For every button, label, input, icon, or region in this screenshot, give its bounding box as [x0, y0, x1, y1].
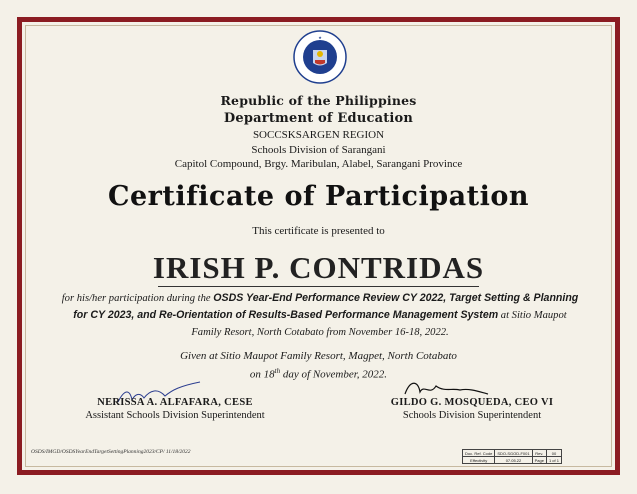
- given-date-prefix: on 18: [249, 368, 275, 381]
- signatory-right-title: Schools Division Superintendent: [402, 410, 542, 421]
- document-control-table: [462, 449, 562, 464]
- header-department: Department of Education: [223, 111, 414, 126]
- header-region: SOCCSKSARGEN REGION: [252, 129, 385, 141]
- signatory-right: [357, 397, 587, 421]
- certificate-body: [60, 290, 580, 341]
- recipient-name: IRISH P. CONTRIDAS: [152, 250, 485, 285]
- footer-code: OSDS/IMGD/OSDSYearEndTargetSettingPlanning2023/CP/ 11/18/2022: [31, 449, 191, 455]
- signatory-left: [60, 397, 290, 421]
- rev-label: Rev.: [532, 450, 546, 457]
- page-value: 1 of 1: [546, 457, 561, 464]
- svg-text:★: ★: [318, 35, 322, 40]
- deped-seal-icon: [293, 30, 347, 84]
- given-at: Given at Sitio Maupot Family Resort, Magpet, North Cotabato: [180, 350, 457, 362]
- signatory-left-title: Assistant Schools Division Superintendent: [85, 410, 265, 421]
- page-label: Page: [532, 457, 546, 464]
- event-name: OSDS Year-End Performance Review CY 2022, Target Setting & Planning for CY 2023, and Re-Orientation of Results-Based Performance Management System: [73, 292, 579, 321]
- header-address: Capitol Compound, Brgy. Maribulan, Alabel, Sarangani Province: [174, 158, 463, 170]
- effectivity-label: Effectivity: [463, 457, 495, 464]
- header-division: Schools Division of Sarangani: [251, 144, 386, 156]
- given-date-ordinal: th: [274, 367, 281, 375]
- doc-ref-value: SDO-SGOD-F001: [495, 450, 532, 457]
- doc-ref-label: Doc. Ref. Code: [463, 450, 495, 457]
- given-date-suffix: day of November, 2022.: [280, 368, 388, 381]
- signatory-left-name: NERISSA A. ALFAFARA, CESE: [97, 397, 253, 408]
- signatory-right-name: GILDO G. MOSQUEDA, CEO VI: [390, 397, 554, 408]
- rev-value: 00: [546, 450, 561, 457]
- presented-text: This certificate is presented to: [252, 225, 385, 237]
- header-republic: Republic of the Philippines: [220, 93, 417, 108]
- recipient-underline: [158, 286, 479, 287]
- given-date: [0, 367, 637, 381]
- body-intro: for his/her participation during the: [61, 293, 214, 304]
- certificate-title: Certificate of Participation: [108, 181, 529, 212]
- body-venue: at Sitio Maupot Family Resort, North Cotabato from November 16-18, 2022.: [191, 310, 567, 338]
- effectivity-value: 07.05.22: [495, 457, 532, 464]
